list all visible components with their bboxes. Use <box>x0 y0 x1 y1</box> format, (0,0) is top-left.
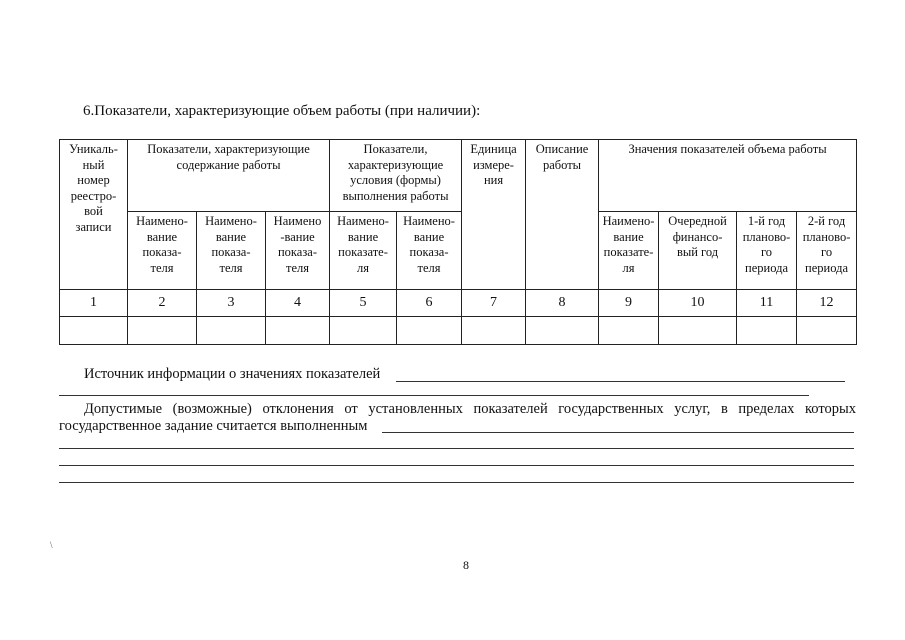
column-number: 5 <box>330 290 397 317</box>
empty-cell[interactable] <box>397 317 462 345</box>
empty-cell[interactable] <box>266 317 330 345</box>
column-number: 4 <box>266 290 330 317</box>
empty-cell[interactable] <box>599 317 659 345</box>
empty-cell[interactable] <box>526 317 599 345</box>
header-unit: Единица измере- ния <box>462 140 526 290</box>
subheader-plan-year-2: 2-й год планово- го периода <box>797 212 857 290</box>
tolerance-text: Допустимые (возможные) отклонения от установленных показателей государственных услуг, в пределах которых государственное задание считается выполненным <box>59 401 856 434</box>
column-number: 3 <box>197 290 266 317</box>
column-number: 10 <box>659 290 737 317</box>
column-number: 1 <box>60 290 128 317</box>
tolerance-fill-line-2[interactable] <box>59 448 854 449</box>
empty-cell[interactable] <box>659 317 737 345</box>
column-number: 6 <box>397 290 462 317</box>
header-description: Описание работы <box>526 140 599 290</box>
subheader-condition-2: Наимено- вание показа- теля <box>397 212 462 290</box>
empty-cell[interactable] <box>128 317 197 345</box>
subheader-plan-year-1: 1-й год планово- го периода <box>737 212 797 290</box>
empty-cell[interactable] <box>330 317 397 345</box>
source-fill-line[interactable] <box>396 381 845 382</box>
empty-cell[interactable] <box>462 317 526 345</box>
tolerance-fill-line[interactable] <box>382 432 854 433</box>
work-volume-table <box>59 139 857 345</box>
column-number: 7 <box>462 290 526 317</box>
tolerance-fill-line-4[interactable] <box>59 482 854 483</box>
column-number: 8 <box>526 290 599 317</box>
subheader-value-name: Наимено- вание показате- ля <box>599 212 659 290</box>
column-number: 12 <box>797 290 857 317</box>
empty-cell[interactable] <box>60 317 128 345</box>
header-volume-values: Значения показателей объема работы <box>599 140 857 212</box>
source-fill-line-2[interactable] <box>59 395 809 396</box>
column-number: 2 <box>128 290 197 317</box>
stray-mark: \ <box>50 540 53 550</box>
subheader-condition-1: Наимено- вание показате- ля <box>330 212 397 290</box>
page-number: 8 <box>463 558 469 572</box>
tolerance-fill-line-3[interactable] <box>59 465 854 466</box>
header-condition-indicators: Показатели, характеризующие условия (формы) выполнения работы <box>330 140 462 212</box>
column-number: 11 <box>737 290 797 317</box>
source-label: Источник информации о значениях показателей <box>84 366 381 382</box>
header-unique-number: Уникаль- ный номер реестро- вой записи <box>60 140 128 290</box>
subheader-next-year: Очередной финансо- вый год <box>659 212 737 290</box>
subheader-content-3: Наимено -вание показа- теля <box>266 212 330 290</box>
empty-cell[interactable] <box>197 317 266 345</box>
empty-cell[interactable] <box>737 317 797 345</box>
subheader-content-2: Наимено- вание показа- теля <box>197 212 266 290</box>
column-number: 9 <box>599 290 659 317</box>
header-content-indicators: Показатели, характеризующие содержание работы <box>128 140 330 212</box>
subheader-content-1: Наимено- вание показа- теля <box>128 212 197 290</box>
empty-cell[interactable] <box>797 317 857 345</box>
section-heading: 6.Показатели, характеризующие объем работы (при наличии): <box>83 103 481 119</box>
